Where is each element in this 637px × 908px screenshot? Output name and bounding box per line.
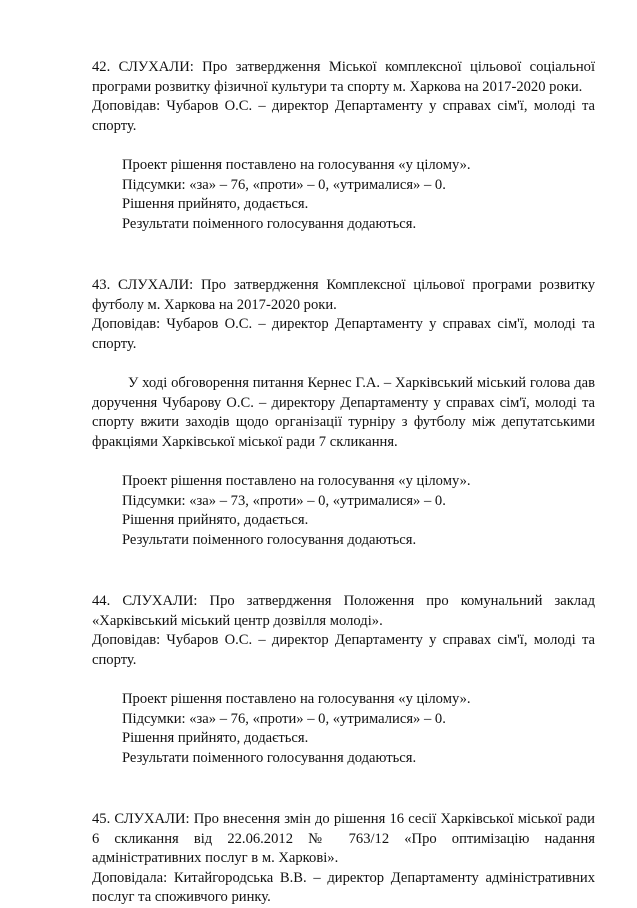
agenda-item-45 [92,810,595,908]
vote-line: Рішення прийнято, додається. [122,512,309,528]
item-heading: 42. СЛУХАЛИ: Про затвердження Міської комплексної цільової соціальної програми розвитку фізичної культури та спорту м. Харкова на 2017-2020 роки. [92,59,595,95]
vote-line: Рішення прийнято, додається. [122,196,309,212]
vote-block [122,472,595,550]
item-heading: 45. СЛУХАЛИ: Про внесення змін до рішення 16 сесії Харківської міської ради 6 скликання від 22.06.2012 № 763/12 «Про оптимізацію надання адміністративних послуг в м. Харкові». [92,811,595,866]
vote-line: Проект рішення поставлено на голосування «у цілому». [122,157,471,173]
item-speaker: Доповідала: Китайгородська В.В. – директор Департаменту адміністративних послуг та споживчого ринку. [92,869,595,905]
item-discussion: У ході обговорення питання Кернес Г.А. – Харківський міський голова дав доручення Чубарову О.С. – директору Департаменту у справах сім'ї, молоді та спорту вжити заходів щодо організації турніру з футболу між депутатськими фракціями Харківської міської ради 7 скликання. [92,375,595,450]
vote-line: Підсумки: «за» – 73, «проти» – 0, «утрималися» – 0. [122,492,446,509]
vote-block [122,156,595,234]
vote-line: Рішення прийнято, додається. [122,730,309,746]
item-heading: 44. СЛУХАЛИ: Про затвердження Положення про комунальний заклад «Харківський міський центр дозвілля молоді». [92,593,595,629]
agenda-item-42 [92,58,595,234]
document-page [92,58,595,908]
vote-block [122,690,595,768]
agenda-item-44 [92,592,595,768]
item-speaker: Доповідав: Чубаров О.С. – директор Департаменту у справах сім'ї, молоді та спорту. [92,316,595,352]
vote-line: Проект рішення поставлено на голосування «у цілому». [122,691,471,707]
vote-line: Результати поіменного голосування додаються. [122,749,417,766]
vote-line: Результати поіменного голосування додаються. [122,531,417,548]
agenda-item-43 [92,276,595,550]
item-speaker: Доповідав: Чубаров О.С. – директор Департаменту у справах сім'ї, молоді та спорту. [92,98,595,134]
vote-line: Підсумки: «за» – 76, «проти» – 0, «утрималися» – 0. [122,710,446,727]
vote-line: Підсумки: «за» – 76, «проти» – 0, «утрималися» – 0. [122,176,446,193]
vote-line: Результати поіменного голосування додаються. [122,215,417,232]
item-heading: 43. СЛУХАЛИ: Про затвердження Комплексної цільової програми розвитку футболу м. Харкова на 2017-2020 роки. [92,277,595,313]
item-speaker: Доповідав: Чубаров О.С. – директор Департаменту у справах сім'ї, молоді та спорту. [92,632,595,668]
vote-line: Проект рішення поставлено на голосування «у цілому». [122,473,471,489]
